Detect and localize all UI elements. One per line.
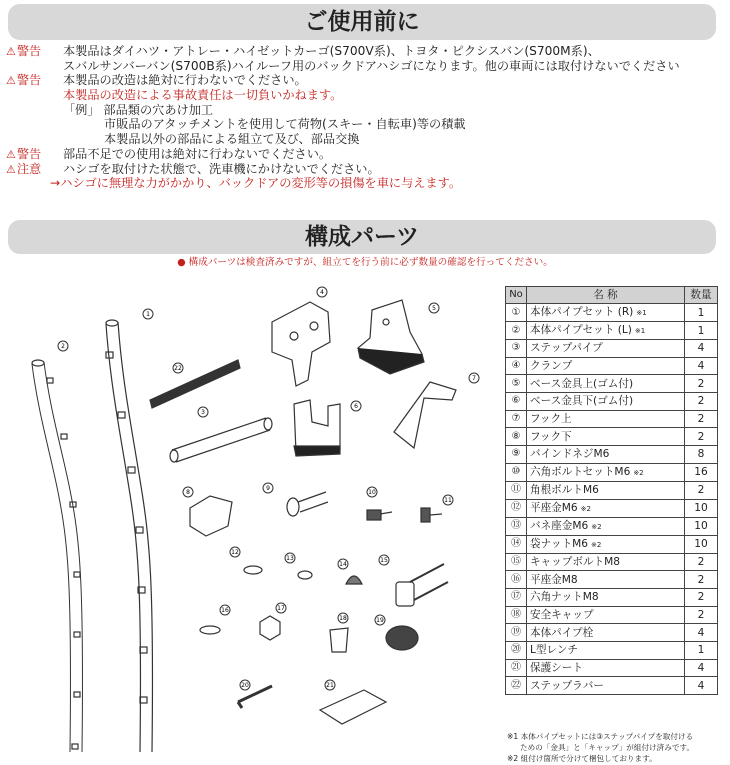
row-name: フック下 xyxy=(530,430,572,443)
row-name: 平座金M6 xyxy=(530,501,578,514)
warning-label: 警告 xyxy=(16,146,42,161)
callout-18 xyxy=(338,613,348,623)
row-mark: ※1 xyxy=(636,309,647,317)
row-qty: 2 xyxy=(685,410,718,428)
warning-line xyxy=(6,176,730,191)
header-qty: 数量 xyxy=(685,287,718,304)
svg-text:21: 21 xyxy=(326,682,334,689)
table-row xyxy=(506,588,718,606)
row-name-cell xyxy=(527,322,685,340)
svg-text:15: 15 xyxy=(380,557,388,564)
table-row xyxy=(506,357,718,375)
table-row xyxy=(506,428,718,446)
warning-label: 警告 xyxy=(16,44,42,58)
svg-text:8: 8 xyxy=(186,489,190,496)
row-qty: 2 xyxy=(685,571,718,589)
svg-text:20: 20 xyxy=(241,682,249,689)
header-no: No xyxy=(506,287,527,304)
svg-text:14: 14 xyxy=(339,561,347,568)
callout-8 xyxy=(183,487,193,497)
row-qty: 1 xyxy=(685,322,718,340)
row-no: ④ xyxy=(506,357,527,375)
row-no: ⑧ xyxy=(506,428,527,446)
footnote-1a: ※1 本体パイプセットには③ステップパイプを取付ける xyxy=(507,732,694,741)
row-mark: ※1 xyxy=(634,327,646,335)
row-name-cell xyxy=(527,588,685,606)
svg-text:13: 13 xyxy=(286,555,294,562)
row-qty: 2 xyxy=(685,481,718,499)
table-row xyxy=(506,606,718,624)
safety-cap-drawing xyxy=(330,628,348,652)
warning-triangle-icon: ⚠ xyxy=(6,45,16,58)
svg-text:7: 7 xyxy=(472,375,476,382)
row-no: ② xyxy=(506,322,527,340)
row-name-cell xyxy=(527,624,685,642)
table-header-row xyxy=(506,287,718,304)
row-qty: 2 xyxy=(685,553,718,571)
callout-19 xyxy=(375,615,385,625)
row-name: L型レンチ xyxy=(530,644,579,657)
warning-text: 本製品はダイハツ・アトレー・ハイゼットカーゴ(S700V系)、トヨタ・ピクシスバン(S700M系)、 xyxy=(63,44,600,58)
callout-1 xyxy=(143,309,153,319)
table-row xyxy=(506,446,718,464)
row-name-cell xyxy=(527,677,685,695)
section-banner-parts: 構成パーツ xyxy=(8,220,716,254)
row-no: ⑰ xyxy=(506,588,527,606)
row-name-cell xyxy=(527,641,685,659)
header-name: 名 称 xyxy=(527,287,685,304)
row-qty: 16 xyxy=(685,463,718,481)
body-pipe-l-drawing xyxy=(32,360,83,752)
callout-13 xyxy=(285,553,295,563)
base-bracket-lower-drawing xyxy=(294,400,340,456)
row-name: クランプ xyxy=(530,360,573,373)
row-qty: 2 xyxy=(685,606,718,624)
row-name-cell xyxy=(527,571,685,589)
section-banner-before-use: ご使用前に xyxy=(8,4,716,40)
row-mark: ※2 xyxy=(580,504,591,513)
example-text: 市販品のアタッチメントを使用して荷物(スキー・自転車)等の積載 xyxy=(104,117,466,132)
table-row xyxy=(506,535,718,553)
callout-4 xyxy=(317,287,327,297)
callout-12 xyxy=(230,547,240,557)
table-row xyxy=(506,659,718,677)
row-name-cell xyxy=(527,410,685,428)
warning-text: スバルサンバーバン(S700B系)ハイルーフ用のバックドアハシゴになります。他の車両には取付けないでください xyxy=(63,58,680,73)
row-name-cell xyxy=(527,517,685,535)
row-name: ステップラバー xyxy=(530,679,604,692)
callout-7 xyxy=(469,373,479,383)
row-no: ⑨ xyxy=(506,446,527,464)
warning-line xyxy=(6,147,730,162)
row-qty: 1 xyxy=(685,304,718,322)
table-row xyxy=(506,393,718,411)
row-no: ⑭ xyxy=(506,535,527,553)
table-row xyxy=(506,410,718,428)
row-name: ステップパイプ xyxy=(530,342,603,355)
callout-2 xyxy=(58,341,68,351)
warning-list xyxy=(6,44,730,191)
warning-line xyxy=(6,59,730,74)
row-name: バネ座金M6 xyxy=(530,519,589,532)
row-qty: 2 xyxy=(685,428,718,446)
flat-washer-m6-drawing xyxy=(244,566,262,574)
step-rubber-drawing xyxy=(150,360,240,408)
row-no: ㉒ xyxy=(506,677,527,695)
warning-triangle-icon: ⚠ xyxy=(6,147,16,161)
svg-text:10: 10 xyxy=(368,489,376,496)
svg-text:1: 1 xyxy=(146,311,150,318)
callout-16 xyxy=(220,605,230,615)
row-name-cell xyxy=(527,553,685,571)
warning-text: ハシゴを取付けた状態で、洗車機にかけないでください。 xyxy=(63,161,380,176)
table-row xyxy=(506,340,718,358)
row-no: ⑳ xyxy=(506,641,527,659)
row-qty: 4 xyxy=(685,357,718,375)
row-name-cell xyxy=(527,659,685,677)
warning-line xyxy=(6,73,730,88)
row-no: ⑥ xyxy=(506,393,527,411)
table-row xyxy=(506,322,718,340)
table-row xyxy=(506,624,718,642)
row-qty: 2 xyxy=(685,375,718,393)
svg-text:12: 12 xyxy=(231,549,239,556)
warning-line xyxy=(6,117,730,132)
svg-text:5: 5 xyxy=(432,305,436,312)
cap-nut-drawing xyxy=(346,576,362,584)
hex-bolt-set-drawing xyxy=(367,510,392,520)
svg-text:11: 11 xyxy=(444,497,452,504)
row-no: ⑬ xyxy=(506,517,527,535)
row-qty: 4 xyxy=(685,340,718,358)
table-row xyxy=(506,641,718,659)
callout-15 xyxy=(379,555,389,565)
clamp-drawing xyxy=(272,302,330,386)
table-row xyxy=(506,499,718,517)
row-qty: 2 xyxy=(685,588,718,606)
warning-line xyxy=(6,103,730,118)
callout-3 xyxy=(198,407,208,417)
row-name: 平座金M8 xyxy=(530,573,578,586)
row-name: 保護シート xyxy=(530,661,583,674)
row-name: ベース金具下(ゴム付) xyxy=(530,395,634,408)
svg-text:6: 6 xyxy=(354,403,358,410)
callout-17 xyxy=(276,603,286,613)
callout-10 xyxy=(367,487,377,497)
row-mark: ※2 xyxy=(591,522,602,531)
row-no: ⑲ xyxy=(506,624,527,642)
parts-check-note: ● 構成パーツは検査済みですが、組立てを行う前に必ず数量の確認を行ってください。 xyxy=(177,257,553,268)
footnote-1b: ための「金具」と「キャップ」が組付け済みです。 xyxy=(520,743,695,752)
row-no: ⑱ xyxy=(506,606,527,624)
svg-text:2: 2 xyxy=(61,343,65,350)
row-name-cell xyxy=(527,606,685,624)
callout-14 xyxy=(338,559,348,569)
row-no: ⑪ xyxy=(506,481,527,499)
row-no: ⑤ xyxy=(506,375,527,393)
svg-text:19: 19 xyxy=(376,617,384,624)
callout-11 xyxy=(443,495,453,505)
table-row xyxy=(506,571,718,589)
row-no: ③ xyxy=(506,340,527,358)
footnote-2: ※2 組付け箇所で分けて梱包しております。 xyxy=(507,754,657,763)
svg-text:17: 17 xyxy=(277,605,285,612)
row-mark: ※2 xyxy=(633,468,644,477)
parts-table xyxy=(505,286,718,695)
step-pipe-drawing xyxy=(170,418,272,462)
callout-5 xyxy=(429,303,439,313)
warning-text-red: 本製品の改造による事故責任は一切負いかねます。 xyxy=(63,88,343,103)
bind-screw-drawing xyxy=(287,492,328,516)
row-qty: 4 xyxy=(685,677,718,695)
row-qty: 4 xyxy=(685,659,718,677)
caution-label: 注意 xyxy=(16,161,42,176)
row-name: 本体パイプ栓 xyxy=(530,626,594,639)
row-mark: ※2 xyxy=(591,540,602,549)
table-row xyxy=(506,677,718,695)
row-name: 本体パイプセット (R) xyxy=(530,306,634,318)
row-name: 本体パイプセット (L) xyxy=(530,324,632,336)
svg-text:4: 4 xyxy=(320,289,324,296)
protective-sheet-drawing xyxy=(320,690,386,724)
row-name-cell xyxy=(527,428,685,446)
row-name-cell xyxy=(527,393,685,411)
hex-nut-m8-drawing xyxy=(260,616,280,640)
warning-text: 部品不足での使用は絶対に行わないでください。 xyxy=(63,146,332,161)
hook-lower-drawing xyxy=(190,496,232,536)
warning-text-red: →ハシゴに無理な力がかかり、バックドアの変形等の損傷を車に与えます。 xyxy=(50,176,462,191)
caution-triangle-icon: ⚠ xyxy=(6,162,16,176)
base-bracket-upper-drawing xyxy=(358,300,424,374)
table-row xyxy=(506,553,718,571)
row-no: ① xyxy=(506,304,527,322)
example-text: 本製品以外の部品による組立て及び、部品交換 xyxy=(104,132,360,147)
row-name: 安全キャップ xyxy=(530,608,594,621)
row-qty: 10 xyxy=(685,499,718,517)
row-name-cell xyxy=(527,340,685,358)
row-name: キャップボルトM8 xyxy=(530,555,621,568)
row-qty: 10 xyxy=(685,517,718,535)
cap-bolt-m8-drawing xyxy=(396,564,448,606)
svg-text:16: 16 xyxy=(221,607,229,614)
row-name-cell xyxy=(527,463,685,481)
row-qty: 2 xyxy=(685,393,718,411)
callout-9 xyxy=(263,483,273,493)
callout-20 xyxy=(240,680,250,690)
row-name: 六角ナットM8 xyxy=(530,591,599,604)
row-qty: 4 xyxy=(685,624,718,642)
row-name: フック上 xyxy=(530,413,572,426)
row-name-cell xyxy=(527,499,685,517)
row-name: 角根ボルトM6 xyxy=(530,484,599,497)
flat-washer-m8-drawing xyxy=(200,626,220,634)
row-no: ⑦ xyxy=(506,410,527,428)
row-name: 袋ナットM6 xyxy=(530,537,589,550)
warning-text: 本製品の改造は絶対に行わないでください。 xyxy=(63,73,307,88)
example-text: 「例」 部品類の穴あけ加工 xyxy=(63,102,214,117)
body-pipe-r-drawing xyxy=(106,320,153,752)
row-name: ベース金具上(ゴム付) xyxy=(530,377,634,390)
row-name-cell xyxy=(527,304,685,322)
table-row xyxy=(506,463,718,481)
warning-label: 警告 xyxy=(16,73,42,88)
row-no: ⑮ xyxy=(506,553,527,571)
square-neck-bolt-drawing xyxy=(421,508,442,522)
row-name-cell xyxy=(527,481,685,499)
callout-6 xyxy=(351,401,361,411)
row-no: ㉑ xyxy=(506,659,527,677)
warning-line xyxy=(6,162,730,177)
spring-washer-m6-drawing xyxy=(298,571,312,579)
row-name: バインドネジM6 xyxy=(530,448,610,461)
parts-diagram xyxy=(10,282,498,760)
svg-text:18: 18 xyxy=(339,615,347,622)
warning-triangle-icon: ⚠ xyxy=(6,74,16,88)
table-row xyxy=(506,304,718,322)
warning-line xyxy=(6,132,730,147)
row-name-cell xyxy=(527,357,685,375)
row-name-cell xyxy=(527,446,685,464)
table-row xyxy=(506,481,718,499)
row-no: ⑫ xyxy=(506,499,527,517)
svg-text:9: 9 xyxy=(266,485,270,492)
row-name-cell xyxy=(527,535,685,553)
row-name-cell xyxy=(527,375,685,393)
pipe-plug-drawing xyxy=(386,626,418,650)
warning-line xyxy=(6,88,730,103)
row-qty: 8 xyxy=(685,446,718,464)
warning-line xyxy=(6,44,730,59)
table-row xyxy=(506,375,718,393)
table-row xyxy=(506,517,718,535)
callout-22 xyxy=(173,363,183,373)
hook-drawing xyxy=(394,382,456,448)
callout-21 xyxy=(325,680,335,690)
row-no: ⑩ xyxy=(506,463,527,481)
row-name: 六角ボルトセットM6 xyxy=(530,465,631,478)
svg-text:22: 22 xyxy=(174,365,182,372)
row-qty: 10 xyxy=(685,535,718,553)
row-no: ⑯ xyxy=(506,571,527,589)
svg-text:3: 3 xyxy=(201,409,205,416)
row-qty: 1 xyxy=(685,641,718,659)
